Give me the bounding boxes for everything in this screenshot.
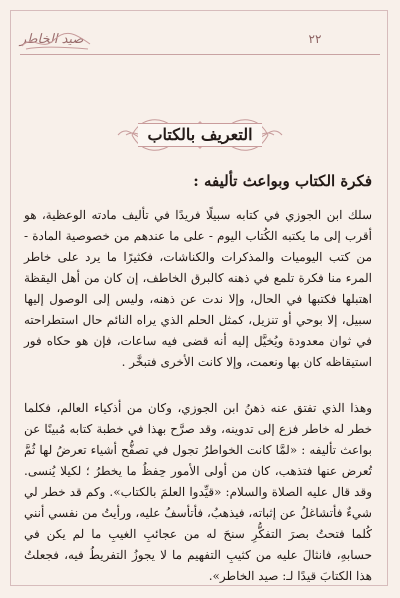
section-heading: فكرة الكتاب وبواعث تأليفه : (193, 172, 372, 190)
book-title-text: صيد الخاطر (20, 32, 84, 47)
book-title-ornament-icon (18, 24, 94, 56)
book-title (20, 32, 92, 47)
page-number: ٢٢ (308, 32, 322, 46)
header-divider (20, 54, 380, 55)
body-paragraph-2: وهذا الذي تفتق عنه ذهنُ ابن الجوزي، وكان من أذكياء العالم، فكلما خطر له خاطر فزع إلى تدوينه، وقد صرَّح بهذا في خطبة كتابه مُبينًا عن بواعث تأليفه : «لمَّا كانت الخواطرُ تجول في تصفُّح أشياء تعرضُ لها ثُمَّ تُعرض عنها فتذهب، كان من أولى الأمور حِفظُ ما يخطرُ ؛ لكيلا يُنسى. وقد قال عليه الصلاة والسلام: «قيِّدوا العلمَ بالكتاب». وكم قد خطر لي شيءٌ فأتشاغلُ عن إثباته، فيذهبُ، فأتأسفُ عليه، ورأيتُ من نفسي أنني كُلما فتحتُ بصرَ التفكُّرِ سنحَ له من عجائبِ الغيبِ ما لم يكن في حسابهِ، فانثالَ عليه من كثيبِ التفهيم ما لا يجوزُ التفريطُ فيه، فجعلتُ هذا الكتابَ قيدًا لـ: صيد الخاطر». (24, 401, 372, 583)
page-header (0, 0, 400, 60)
body-paragraph-1: سلك ابن الجوزي في كتابه سبيلًا فريدًا في تأليف مادته الوعظية، هو أقرب إلى ما يكتبه الكُتاب اليوم - على ما عندهم من خصوصية المادة - من كتب اليوميات والمذكرات والكناشات، فكثيرًا ما يرد على خاطر المرء منا فكرة تلمع في ذهنه كالبرق الخاطف، إن كان من أهل اليقظة اهتبلها فكتبها في الحال، وإلا ندت عن ذهنه، وليس إلى الوصول إليها سبيل، إلا بوحي أو تنزيل، كمثل الحلم الذي يراه النائم حال استطراحته في ثوان معدودة ويُخيَّل إليه أنه قضى فيه ساعات، فإن هو حكاه فور استيقاظه كان بها ونعمت، وإلا كانت الأخرى فتبخَّر . (24, 208, 372, 369)
chapter-title: التعريف بالكتاب (138, 123, 262, 147)
